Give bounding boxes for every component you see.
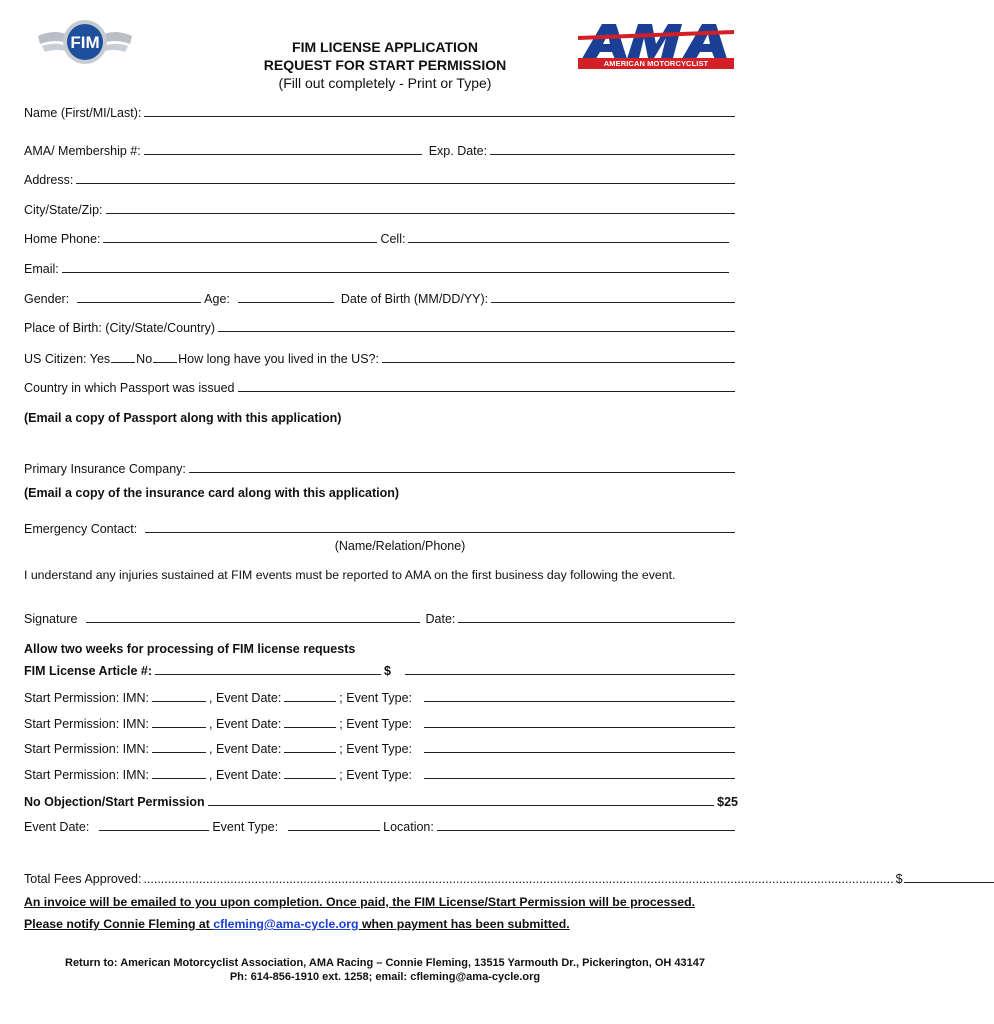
notify-email-link[interactable]: cfleming@ama-cycle.org	[213, 917, 359, 931]
fim-logo-text: FIM	[70, 33, 100, 52]
location-field[interactable]	[437, 830, 735, 831]
sp-imn-field[interactable]	[152, 752, 206, 753]
event-date-label: Event Date:	[24, 820, 90, 834]
sp-event-type-label: ; Event Type:	[339, 691, 413, 705]
passport-label: Country in which Passport was issued	[24, 381, 235, 395]
start-permission-row	[24, 691, 738, 705]
no-objection-field[interactable]	[208, 805, 715, 806]
footer	[0, 956, 770, 984]
title-line-3: (Fill out completely - Print or Type)	[278, 75, 492, 91]
sp-event-type-label: ; Event Type:	[339, 717, 413, 731]
place-of-birth-field[interactable]	[218, 331, 735, 332]
insurance-row	[24, 462, 738, 476]
notify-notice	[24, 917, 570, 931]
sp-event-date-label: , Event Date:	[209, 717, 282, 731]
sp-imn-field[interactable]	[152, 701, 206, 702]
cell-field[interactable]	[408, 242, 729, 243]
notify-suffix: when payment has been submitted.	[358, 917, 570, 931]
start-permission-row	[24, 768, 738, 782]
sp-label: Start Permission: IMN:	[24, 717, 150, 731]
emergency-row	[24, 522, 738, 536]
name-label: Name (First/MI/Last):	[24, 106, 142, 120]
sp-event-date-label: , Event Date:	[209, 691, 282, 705]
signature-field[interactable]	[86, 622, 420, 623]
address-field[interactable]	[76, 183, 735, 184]
name-row	[24, 106, 738, 120]
no-objection-label: No Objection/Start Permission	[24, 795, 205, 809]
address-label: Address:	[24, 173, 74, 187]
emergency-label: Emergency Contact:	[24, 522, 138, 536]
home-phone-label: Home Phone:	[24, 232, 101, 246]
total-fees-row	[24, 872, 903, 886]
how-long-label: How long have you lived in the US?:	[178, 352, 379, 366]
insurance-note: (Email a copy of the insurance card along with this application)	[24, 486, 400, 500]
sp-event-type-label: ; Event Type:	[339, 742, 413, 756]
sp-event-date-label: , Event Date:	[209, 742, 282, 756]
signature-label: Signature	[24, 612, 78, 626]
footer-address: Return to: American Motorcyclist Association, AMA Racing – Connie Fleming, 13515 Yarmouth Dr., Pickerington, OH 43147	[65, 957, 705, 969]
citizen-yes-label: US Citizen: Yes	[24, 352, 111, 366]
location-label: Location:	[383, 820, 434, 834]
invoice-notice: An invoice will be emailed to you upon completion. Once paid, the FIM License/Start Permission will be processed.	[24, 895, 696, 909]
no-objection-fee: $25	[717, 795, 738, 809]
ama-logo-subtitle: AMERICAN MOTORCYCLIST ASSOCIATION	[578, 58, 734, 69]
email-label: Email:	[24, 262, 59, 276]
sp-event-date-label: , Event Date:	[209, 768, 282, 782]
sp-event-type-field[interactable]	[424, 752, 735, 753]
citizen-yes-field[interactable]	[111, 362, 135, 363]
total-fees-label: Total Fees Approved:	[24, 872, 142, 886]
title-line-1: FIM LICENSE APPLICATION	[292, 39, 478, 55]
sp-event-type-label: ; Event Type:	[339, 768, 413, 782]
sp-imn-field[interactable]	[152, 727, 206, 728]
sp-event-date-field[interactable]	[284, 727, 336, 728]
sp-event-date-field[interactable]	[284, 778, 336, 779]
signature-row	[24, 612, 738, 626]
event-type-field[interactable]	[288, 830, 380, 831]
sp-imn-field[interactable]	[152, 778, 206, 779]
injury-statement: I understand any injuries sustained at FIM events must be reported to AMA on the first business day following the event.	[24, 568, 676, 582]
exp-date-label: Exp. Date:	[428, 144, 488, 158]
dob-label: Date of Birth (MM/DD/YY):	[340, 292, 489, 306]
fim-logo	[36, 14, 134, 70]
passport-row	[24, 381, 738, 395]
home-phone-field[interactable]	[103, 242, 377, 243]
processing-note: Allow two weeks for processing of FIM license requests	[24, 642, 356, 656]
sp-label: Start Permission: IMN:	[24, 768, 150, 782]
city-field[interactable]	[106, 213, 736, 214]
article-field[interactable]	[155, 674, 381, 675]
sp-event-type-field[interactable]	[424, 701, 735, 702]
signature-date-field[interactable]	[458, 622, 735, 623]
sp-label: Start Permission: IMN:	[24, 691, 150, 705]
article-label: FIM License Article #:	[24, 664, 153, 678]
event-type-label: Event Type:	[212, 820, 279, 834]
exp-date-field[interactable]	[490, 154, 735, 155]
start-permission-row	[24, 717, 738, 731]
total-fees-field[interactable]	[904, 882, 994, 883]
sp-event-date-field[interactable]	[284, 701, 336, 702]
cell-label: Cell:	[380, 232, 406, 246]
membership-field[interactable]	[144, 154, 422, 155]
form-title	[200, 38, 570, 92]
sp-event-date-field[interactable]	[284, 752, 336, 753]
place-of-birth-row	[24, 321, 738, 335]
phone-row	[24, 232, 732, 246]
title-line-2: REQUEST FOR START PERMISSION	[263, 57, 507, 73]
passport-field[interactable]	[238, 391, 735, 392]
citizen-no-field[interactable]	[153, 362, 177, 363]
sp-event-type-field[interactable]	[424, 778, 735, 779]
gender-label: Gender:	[24, 292, 70, 306]
insurance-field[interactable]	[189, 472, 735, 473]
citizen-no-label: No	[136, 352, 153, 366]
total-fees-dots: ........................................................................................................................................................................................................................	[143, 872, 894, 886]
address-row	[24, 173, 738, 187]
email-row	[24, 262, 732, 276]
sp-event-type-field[interactable]	[424, 727, 735, 728]
passport-note: (Email a copy of Passport along with this application)	[24, 411, 342, 425]
no-objection-row	[24, 795, 738, 809]
email-field[interactable]	[62, 272, 729, 273]
how-long-field[interactable]	[382, 362, 735, 363]
footer-contact: Ph: 614-856-1910 ext. 1258; email: cfleming@ama-cycle.org	[229, 971, 541, 983]
age-field[interactable]	[238, 302, 334, 303]
article-dollar-label: $	[384, 664, 391, 678]
citizen-row	[24, 352, 738, 366]
name-field[interactable]	[144, 116, 735, 117]
age-label: Age:	[204, 292, 230, 306]
notify-prefix: Please notify Connie Fleming at	[24, 917, 214, 931]
dob-field[interactable]	[491, 302, 735, 303]
signature-date-label: Date:	[425, 612, 456, 626]
membership-label: AMA/ Membership #:	[24, 144, 141, 158]
insurance-label: Primary Insurance Company:	[24, 462, 186, 476]
article-fee-field[interactable]	[405, 674, 735, 675]
city-label: City/State/Zip:	[24, 203, 103, 217]
emergency-subtitle: (Name/Relation/Phone)	[334, 539, 466, 553]
city-row	[24, 203, 738, 217]
place-of-birth-label: Place of Birth: (City/State/Country)	[24, 321, 216, 335]
membership-row	[24, 144, 738, 158]
total-fees-dollar: $	[895, 872, 903, 886]
gender-row	[24, 292, 738, 306]
article-row	[24, 664, 738, 678]
sp-label: Start Permission: IMN:	[24, 742, 150, 756]
event-date-field[interactable]	[99, 830, 209, 831]
emergency-field[interactable]	[145, 532, 735, 533]
event-row	[24, 820, 738, 834]
gender-field[interactable]	[77, 302, 201, 303]
start-permission-row	[24, 742, 738, 756]
